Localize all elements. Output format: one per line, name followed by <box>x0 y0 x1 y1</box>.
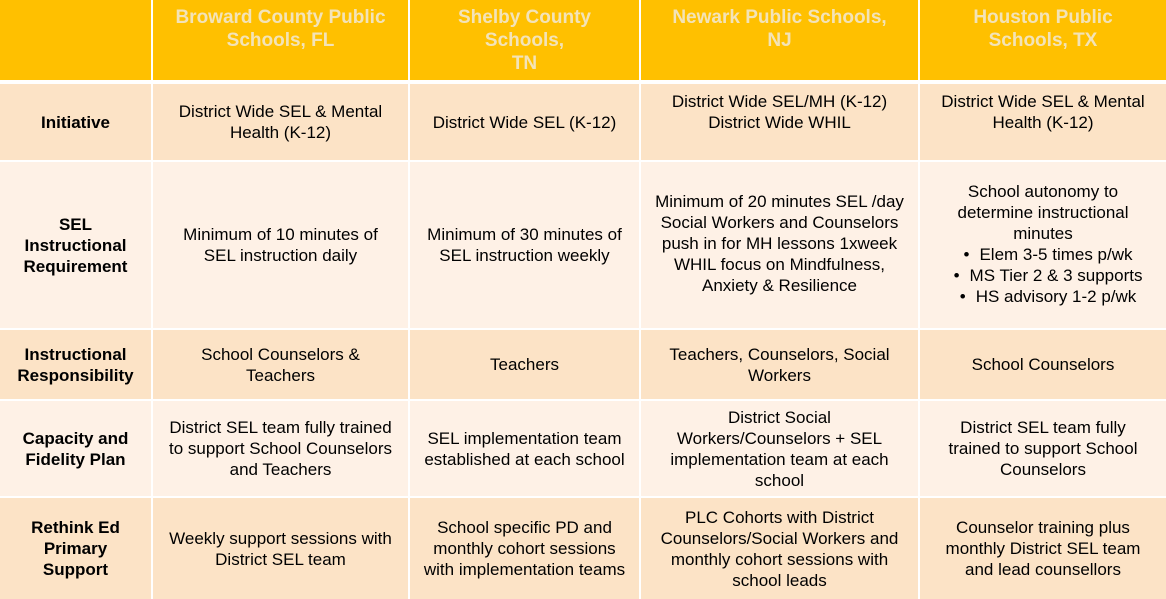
cell-line: SEL implementation team <box>427 428 622 448</box>
cell-line: school leads <box>732 570 827 590</box>
cell-capacity-shelby <box>410 401 641 498</box>
cell-line: established at each school <box>424 449 625 469</box>
cell-support-broward <box>153 498 410 599</box>
cell-initiative-shelby <box>410 84 641 162</box>
cell-requirement-newark <box>641 162 920 330</box>
cell-line: School autonomy to <box>967 182 1119 201</box>
cell-line: Teachers <box>246 365 315 385</box>
cell-responsibility-shelby <box>410 330 641 401</box>
cell-responsibility-newark <box>641 330 920 401</box>
cell-line: Teachers, Counselors, Social <box>669 344 890 364</box>
bullet-text: HS advisory 1-2 p/wk <box>975 287 1137 306</box>
row-label-sel-instructional-requirement <box>0 162 153 330</box>
cell-line: determine instructional <box>957 203 1129 222</box>
bullet-icon: • <box>953 266 960 285</box>
bullet-icon: • <box>963 245 970 264</box>
bullet-item <box>944 286 1143 307</box>
cell-line: District SEL team <box>215 549 346 569</box>
cell-line: Minimum of 20 minutes SEL /day <box>655 192 904 211</box>
cell-line: PLC Cohorts with District <box>685 507 874 527</box>
cell-support-houston <box>920 498 1166 599</box>
cell-line: and lead counsellors <box>965 560 1121 579</box>
header-line: Schools, <box>484 30 565 51</box>
label-line: Support <box>42 560 109 579</box>
cell-line: Health (K-12) <box>992 113 1094 132</box>
cell-line: School Counselors & <box>201 344 360 364</box>
label-line: Rethink Ed <box>31 518 120 537</box>
cell-capacity-broward <box>153 401 410 498</box>
cell-line: Weekly support sessions with <box>169 528 392 548</box>
row-label-rethink-ed-primary-support <box>0 498 153 599</box>
cell-line: Social Workers and Counselors <box>660 213 899 232</box>
label-line: Requirement <box>23 256 128 276</box>
label-line: Instructional <box>24 235 127 255</box>
cell-line: and Teachers <box>229 460 332 479</box>
houston-bullet-list <box>944 244 1143 307</box>
label-line: Primary <box>43 539 108 558</box>
header-line: Schools, FL <box>226 30 335 51</box>
cell-line: Anxiety & Resilience <box>702 276 857 295</box>
cell-line: monthly cohort sessions with <box>670 549 889 569</box>
label-line: Capacity and <box>22 428 129 448</box>
cell-capacity-houston <box>920 401 1166 498</box>
cell-requirement-houston <box>920 162 1166 330</box>
cell-line: School Counselors <box>971 355 1115 374</box>
header-line: Schools, TX <box>988 30 1098 51</box>
cell-line: SEL instruction daily <box>203 246 358 265</box>
cell-line: Workers <box>748 365 811 385</box>
cell-line: District Wide WHIL <box>708 113 851 132</box>
cell-support-shelby <box>410 498 641 599</box>
cell-responsibility-broward <box>153 330 410 401</box>
cell-line: Workers/Counselors + SEL <box>676 428 883 448</box>
header-line: Houston Public <box>973 7 1113 28</box>
cell-line: minutes <box>1013 224 1073 243</box>
header-line: TN <box>511 53 538 74</box>
bullet-item <box>944 244 1143 265</box>
cell-requirement-broward <box>153 162 410 330</box>
cell-line: SEL instruction weekly <box>439 246 610 265</box>
cell-line: District Social <box>728 407 831 427</box>
cell-line: Minimum of 30 minutes of <box>427 225 622 244</box>
cell-line: implementation team at each <box>670 449 889 469</box>
cell-requirement-shelby <box>410 162 641 330</box>
cell-capacity-newark <box>641 401 920 498</box>
cell-line: Counselor training plus <box>956 518 1130 537</box>
header-line: NJ <box>767 30 792 51</box>
cell-line: District SEL team fully trained <box>169 418 392 437</box>
cell-initiative-broward <box>153 84 410 162</box>
bullet-text: Elem 3-5 times p/wk <box>979 245 1133 264</box>
cell-initiative-newark <box>641 84 920 162</box>
cell-line: District Wide SEL (K-12) <box>432 112 617 132</box>
cell-line: monthly District SEL team <box>945 539 1141 558</box>
header-newark <box>641 0 920 84</box>
cell-line: with implementation teams <box>423 560 626 579</box>
row-label-initiative <box>0 84 153 162</box>
header-broward <box>153 0 410 84</box>
label-line: Instructional <box>24 344 127 364</box>
bullet-icon: • <box>959 287 966 306</box>
label-line: Initiative <box>41 112 110 132</box>
header-shelby <box>410 0 641 84</box>
cell-line: push in for MH lessons 1xweek <box>661 234 898 253</box>
header-houston <box>920 0 1166 84</box>
label-line: Responsibility <box>17 365 134 385</box>
cell-line: District Wide SEL & Mental <box>178 102 383 121</box>
label-line: SEL <box>58 214 93 234</box>
cell-line: Minimum of 10 minutes of <box>183 225 378 244</box>
header-corner-cell <box>0 0 153 84</box>
cell-responsibility-houston <box>920 330 1166 401</box>
cell-line: school <box>754 470 805 490</box>
cell-line: School specific PD and <box>437 518 612 537</box>
cell-line: trained to support School <box>948 439 1138 458</box>
row-label-instructional-responsibility <box>0 330 153 401</box>
bullet-text: MS Tier 2 & 3 supports <box>969 266 1143 285</box>
cell-line: Counselors <box>999 460 1086 479</box>
header-line: Newark Public Schools, <box>672 7 887 28</box>
cell-line: District SEL team fully <box>960 418 1126 437</box>
cell-line: Health (K-12) <box>229 123 332 142</box>
label-line: Fidelity Plan <box>25 449 126 469</box>
cell-line: Counselors/Social Workers and <box>660 528 899 548</box>
cell-line: to support School Counselors <box>168 439 393 458</box>
cell-line: District Wide SEL/MH (K-12) <box>671 92 888 111</box>
bullet-item <box>944 265 1143 286</box>
header-line: Shelby County <box>457 7 591 28</box>
header-line: Broward County Public <box>175 7 386 28</box>
cell-line: Teachers <box>490 355 559 374</box>
row-label-capacity-fidelity-plan <box>0 401 153 498</box>
cell-line: monthly cohort sessions <box>433 539 616 558</box>
cell-support-newark <box>641 498 920 599</box>
cell-line: District Wide SEL & Mental <box>941 92 1145 111</box>
cell-initiative-houston <box>920 84 1166 162</box>
cell-line: WHIL focus on Mindfulness, <box>673 255 885 274</box>
